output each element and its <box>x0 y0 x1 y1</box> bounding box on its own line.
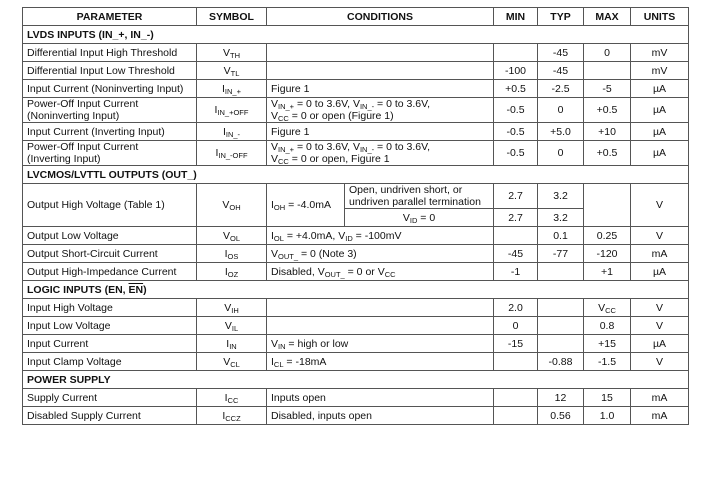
table-row <box>23 98 689 123</box>
max-cell: +15 <box>584 335 631 353</box>
conditions-cell: $I_{CL} = -18mA$ <box>267 353 494 371</box>
col-header-conditions: CONDITIONS <box>267 8 494 26</box>
param-cell: Differential Input Low Threshold <box>23 62 197 80</box>
units-cell: µA <box>631 80 689 98</box>
param-cell: Input Low Voltage <box>23 317 197 335</box>
electrical-characteristics-table <box>22 7 689 425</box>
min-cell: -0.5 <box>494 123 538 141</box>
param-cell: Output High Voltage (Table 1) <box>23 184 197 227</box>
min-cell <box>494 227 538 245</box>
typ-cell: 0.1 <box>538 227 584 245</box>
col-header-min: MIN <box>494 8 538 26</box>
typ-cell <box>538 299 584 317</box>
min-cell: +0.5 <box>494 80 538 98</box>
max-cell: +0.5 <box>584 98 631 123</box>
typ-cell <box>538 335 584 353</box>
typ-cell: 0 <box>538 98 584 123</box>
min-cell: 2.7 <box>494 209 538 227</box>
subcondition-cell: $V_{ID} = 0$ <box>345 209 494 227</box>
param-cell: Input High Voltage <box>23 299 197 317</box>
units-cell: mA <box>631 407 689 425</box>
conditions-cell: $V_{IN}$ = high or low <box>267 335 494 353</box>
min-cell: -1 <box>494 263 538 281</box>
param-cell: Input Clamp Voltage <box>23 353 197 371</box>
symbol-cell: $V_{OH}$ <box>197 184 267 227</box>
min-cell: -0.5 <box>494 98 538 123</box>
max-cell <box>584 184 631 227</box>
symbol-cell: $V_{TH}$ <box>197 44 267 62</box>
units-cell: mV <box>631 62 689 80</box>
max-cell: +0.5 <box>584 141 631 166</box>
section-row <box>23 26 689 44</box>
table-row <box>23 245 689 263</box>
conditions-cell: Disabled, $V_{OUT\_} = 0$ or $V_{CC}$ <box>267 263 494 281</box>
symbol-cell: $V_{TL}$ <box>197 62 267 80</box>
section-row <box>23 281 689 299</box>
min-cell: 2.7 <box>494 184 538 209</box>
max-cell: -120 <box>584 245 631 263</box>
table-row <box>23 353 689 371</box>
table-row <box>23 317 689 335</box>
typ-cell: 0.56 <box>538 407 584 425</box>
section-row <box>23 166 689 184</box>
table-row <box>23 123 689 141</box>
max-cell: 0 <box>584 44 631 62</box>
table-row <box>23 227 689 245</box>
min-cell: -45 <box>494 245 538 263</box>
typ-cell: 0 <box>538 141 584 166</box>
min-cell <box>494 389 538 407</box>
table-row <box>23 184 689 209</box>
min-cell <box>494 44 538 62</box>
min-cell: 0 <box>494 317 538 335</box>
max-cell: +1 <box>584 263 631 281</box>
param-cell: Input Current (Noninverting Input) <box>23 80 197 98</box>
max-cell: 0.25 <box>584 227 631 245</box>
symbol-cell: $I_{CC}$ <box>197 389 267 407</box>
typ-cell: 3.2 <box>538 184 584 209</box>
section-lvcmos-outputs: LVCMOS/LVTTL OUTPUTS (OUT_) <box>23 166 689 184</box>
param-cell: Output High-Impedance Current <box>23 263 197 281</box>
units-cell: V <box>631 353 689 371</box>
col-header-units: UNITS <box>631 8 689 26</box>
units-cell: µA <box>631 335 689 353</box>
max-cell <box>584 62 631 80</box>
conditions-cell <box>267 62 494 80</box>
typ-cell: +5.0 <box>538 123 584 141</box>
typ-cell: -45 <box>538 44 584 62</box>
param-cell: Power-Off Input Current (Noninverting Input) <box>23 98 197 123</box>
symbol-cell: $I_{OZ}$ <box>197 263 267 281</box>
typ-cell: -0.88 <box>538 353 584 371</box>
min-cell: -15 <box>494 335 538 353</box>
units-cell: µA <box>631 141 689 166</box>
symbol-cell: $V_{IL}$ <box>197 317 267 335</box>
min-cell <box>494 407 538 425</box>
param-cell: Output Low Voltage <box>23 227 197 245</box>
typ-cell: 12 <box>538 389 584 407</box>
units-cell: µA <box>631 98 689 123</box>
symbol-cell: $V_{OL}$ <box>197 227 267 245</box>
conditions-cell: Disabled, inputs open <box>267 407 494 425</box>
symbol-cell: $I_{IN\_-}$ <box>197 123 267 141</box>
table-row <box>23 407 689 425</box>
units-cell: mA <box>631 389 689 407</box>
subcondition-cell: Open, undriven short, or undriven parallel termination <box>345 184 494 209</box>
typ-cell: -77 <box>538 245 584 263</box>
symbol-cell: $I_{IN}$ <box>197 335 267 353</box>
symbol-cell: $V_{IH}$ <box>197 299 267 317</box>
typ-cell: -2.5 <box>538 80 584 98</box>
param-cell: Supply Current <box>23 389 197 407</box>
conditions-cell: Figure 1 <box>267 123 494 141</box>
table-row <box>23 335 689 353</box>
section-logic-inputs: LOGIC INPUTS (EN, $\overline{EN}$) <box>23 281 689 299</box>
symbol-cell: $I_{IN\_+OFF}$ <box>197 98 267 123</box>
units-cell: V <box>631 184 689 227</box>
units-cell: V <box>631 227 689 245</box>
param-cell: Input Current (Inverting Input) <box>23 123 197 141</box>
conditions-cell: $I_{OH} = -4.0mA$ <box>267 184 345 227</box>
units-cell: µA <box>631 263 689 281</box>
max-cell: $V_{CC}$ <box>584 299 631 317</box>
typ-cell: 3.2 <box>538 209 584 227</box>
conditions-cell <box>267 299 494 317</box>
conditions-cell: Inputs open <box>267 389 494 407</box>
param-cell: Output Short-Circuit Current <box>23 245 197 263</box>
max-cell: 0.8 <box>584 317 631 335</box>
col-header-typ: TYP <box>538 8 584 26</box>
param-cell: Differential Input High Threshold <box>23 44 197 62</box>
min-cell: -100 <box>494 62 538 80</box>
symbol-cell: $I_{OS}$ <box>197 245 267 263</box>
symbol-cell: $I_{CCZ}$ <box>197 407 267 425</box>
param-cell: Input Current <box>23 335 197 353</box>
units-cell: V <box>631 317 689 335</box>
units-cell: µA <box>631 123 689 141</box>
header-row <box>23 8 689 26</box>
max-cell: 1.0 <box>584 407 631 425</box>
table-row <box>23 263 689 281</box>
table-row <box>23 44 689 62</box>
table-row <box>23 389 689 407</box>
units-cell: mV <box>631 44 689 62</box>
conditions-cell: Figure 1 <box>267 80 494 98</box>
units-cell: mA <box>631 245 689 263</box>
conditions-cell: $V_{OUT\_} = 0$ (Note 3) <box>267 245 494 263</box>
typ-cell <box>538 317 584 335</box>
max-cell: +10 <box>584 123 631 141</box>
conditions-cell <box>267 317 494 335</box>
section-lvds-inputs: LVDS INPUTS (IN_+, IN_-) <box>23 26 689 44</box>
col-header-parameter: PARAMETER <box>23 8 197 26</box>
table-row <box>23 80 689 98</box>
table-row <box>23 299 689 317</box>
symbol-cell: $V_{CL}$ <box>197 353 267 371</box>
col-header-symbol: SYMBOL <box>197 8 267 26</box>
conditions-cell: $V_{IN\_+} = 0$ to 3.6V, $V_{IN\_-} = 0$ to 3.6V, $V_{CC} = 0$ or open (Figure 1) <box>267 98 494 123</box>
typ-cell <box>538 263 584 281</box>
max-cell: -1.5 <box>584 353 631 371</box>
table-row <box>23 62 689 80</box>
param-cell: Disabled Supply Current <box>23 407 197 425</box>
symbol-cell: $I_{IN\_+}$ <box>197 80 267 98</box>
min-cell: -0.5 <box>494 141 538 166</box>
param-cell: Power-Off Input Current (Inverting Input) <box>23 141 197 166</box>
max-cell: -5 <box>584 80 631 98</box>
conditions-cell: $I_{OL} = +4.0mA$, $V_{ID} = -100mV$ <box>267 227 494 245</box>
symbol-cell: $I_{IN\_-OFF}$ <box>197 141 267 166</box>
section-power-supply: POWER SUPPLY <box>23 371 689 389</box>
min-cell <box>494 353 538 371</box>
col-header-max: MAX <box>584 8 631 26</box>
conditions-cell <box>267 44 494 62</box>
conditions-cell: $V_{IN\_+} = 0$ to 3.6V, $V_{IN\_-} = 0$ to 3.6V, $V_{CC} = 0$ or open, Figure 1 <box>267 141 494 166</box>
table-row <box>23 141 689 166</box>
min-cell: 2.0 <box>494 299 538 317</box>
units-cell: V <box>631 299 689 317</box>
max-cell: 15 <box>584 389 631 407</box>
section-row <box>23 371 689 389</box>
typ-cell: -45 <box>538 62 584 80</box>
